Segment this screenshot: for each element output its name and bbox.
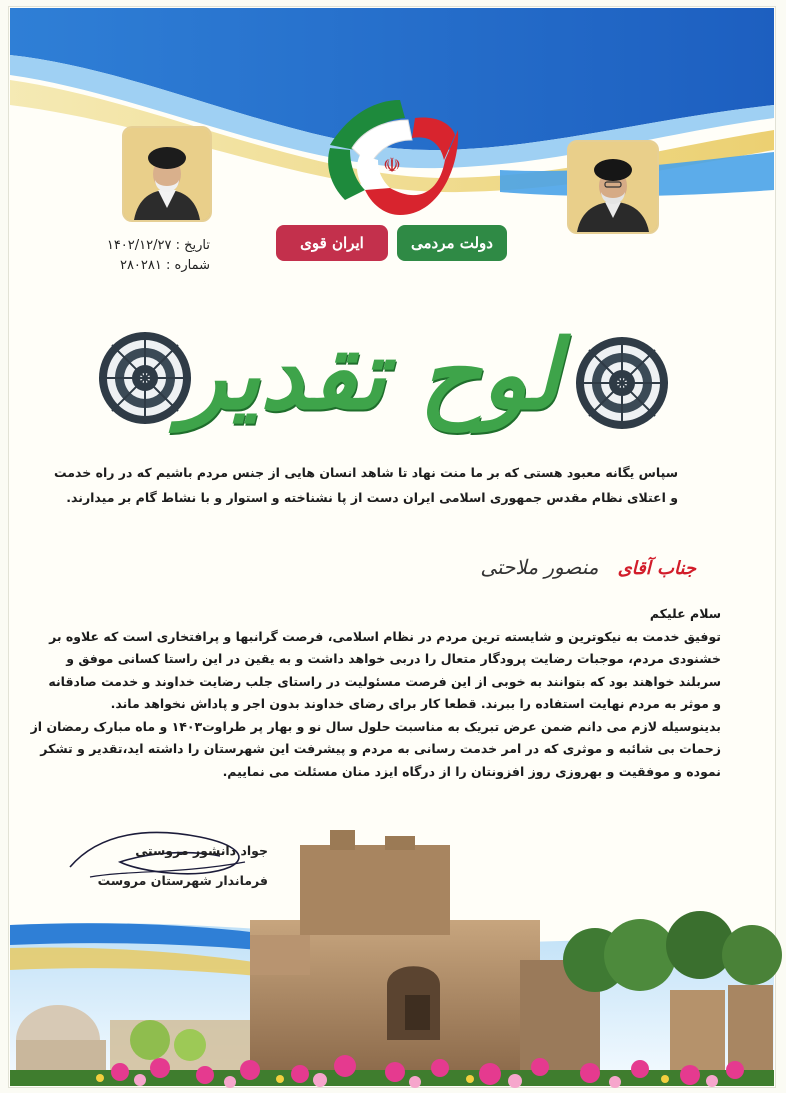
intro-paragraph — [54, 460, 678, 510]
left-rosette-ornament — [99, 332, 191, 424]
right-leader-portrait — [567, 140, 659, 234]
body-line: خشنودی مردم، موجبات رضایت پرودگار متعال را دربی خواهد داشت و به یقین در این راستا کسانی موفق و — [66, 651, 721, 666]
number-row — [70, 256, 210, 276]
body-line: توفیق خدمت به نیکوترین و شایسته ترین مردم در نظام اسلامی، فرصت گرانبها و پرافتخاری است که علاوه بر — [49, 628, 721, 644]
number-label: شماره : — [166, 258, 210, 273]
body-line: سربلند خواهند بود که بتوانند به خوبی از این فرصت مسئولیت در راستای جلب رضایت خداوند و خدمت صادقانه — [48, 673, 721, 689]
body-paragraph — [30, 603, 721, 783]
recipient-name: منصور ملاحتی — [480, 555, 599, 579]
signatory-name: جواد دانشور مروستی — [135, 843, 268, 858]
signature-block — [68, 836, 268, 896]
signatory-title: فرماندار شهرستان مروست — [97, 873, 268, 888]
body-line: و موثر به مردم نهایت استفاده را ببرند. قطعا کار برای رضای خداوند بدون اجر و پاداش نخواهد ماند. — [110, 696, 721, 711]
left-leader-portrait — [122, 126, 212, 222]
body-line: زحمات بی شائبه و موثری که در امر خدمت رسانی به مردم و پیشرفت این شهرستان را داشته اید،تقدیر و تشکر — [40, 741, 721, 756]
body-line: نموده و موفقیت و بهروزی روز افزونتان را از درگاه ایزد منان مسئلت می نماییم. — [222, 763, 721, 779]
intro-line: و اعتلای نظام مقدس جمهوری اسلامی ایران دست از پا نشناخته و استوار و با نشاط گام بر میدارند. — [66, 490, 678, 505]
date-value: ۱۴۰۲/۱۲/۲۷ — [106, 238, 172, 253]
document-meta — [70, 236, 210, 276]
greeting: سلام علیکم — [649, 606, 721, 621]
certificate-title: لوح تقدیر — [180, 318, 560, 431]
right-rosette-ornament — [576, 337, 668, 429]
intro-line: سپاس یگانه معبود هستی که بر ما منت نهاد تا شاهد انسان هایی از جنس مردم باشیم که در راه خدمت — [54, 465, 678, 480]
date-label: تاریخ : — [175, 238, 210, 253]
strong-iran-badge: ایران قوی — [276, 225, 388, 261]
body-line: بدینوسیله لازم می دانم ضمن عرض تبریک به مناسبت حلول سال نو و بهار پر طراوت۱۴۰۳ و ماه مبارک رمضان از — [30, 718, 721, 734]
recipient-prefix: جناب آقای — [617, 558, 696, 579]
people-government-badge: دولت مردمی — [397, 225, 507, 261]
date-row — [70, 236, 210, 256]
svg-text:☫: ☫ — [383, 153, 401, 177]
recipient — [480, 555, 696, 579]
number-value: ۲۸۰۲۸۱ — [119, 258, 162, 273]
